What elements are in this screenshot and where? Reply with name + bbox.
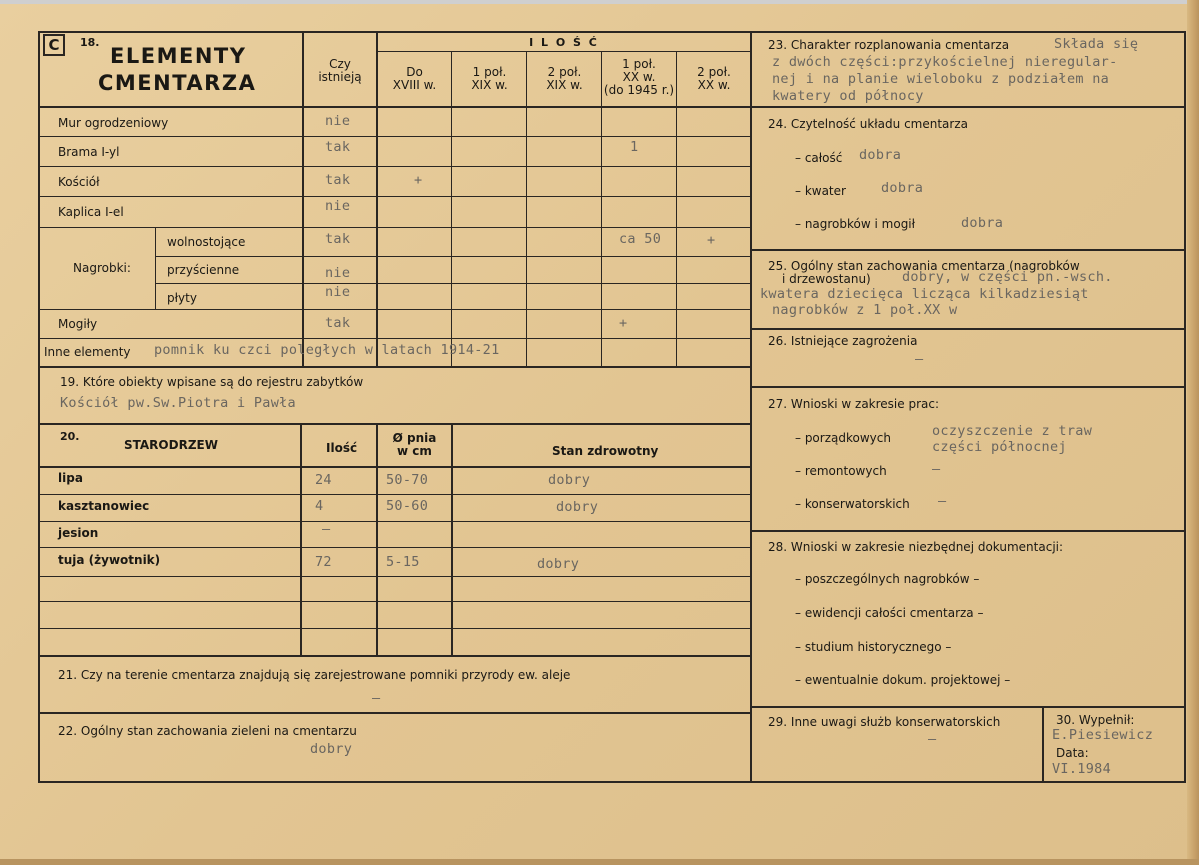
row-exists-kaplica: nie: [325, 198, 351, 214]
rule: [38, 227, 750, 228]
period-line: 1 poł.: [472, 65, 507, 79]
title-line-1: ELEMENTY: [110, 44, 247, 68]
tree-name: tuja (żywotnik): [58, 553, 161, 567]
rule: [601, 51, 602, 366]
s21-label: 21. Czy na terenie cmentarza znajdują się zarejestrowane pomniki przyrody ew. aleje: [58, 668, 571, 682]
rule: [750, 106, 1186, 108]
row-brama-period-4: 1: [630, 139, 639, 155]
s21-value: –: [372, 690, 381, 706]
period-line: XIX w.: [546, 78, 583, 92]
s24-item-value: dobra: [961, 215, 1004, 231]
rule: [676, 51, 677, 366]
s19-value: Kościół pw.Sw.Piotra i Pawła: [60, 395, 296, 411]
s29-label: 29. Inne uwagi służb konserwatorskich: [768, 715, 1001, 729]
rule: [376, 423, 378, 657]
rule: [155, 227, 156, 309]
rule: [38, 628, 750, 629]
rule: [38, 712, 750, 714]
period-line: (do 1945 r.): [603, 83, 675, 97]
nagrobki-period-5: +: [707, 232, 716, 248]
tree-count: 4: [315, 498, 324, 514]
period-header: [378, 66, 451, 92]
s20-col-count: Ilość: [326, 441, 358, 455]
s27-item-value: oczyszczenie z traw: [932, 423, 1093, 439]
rule: [750, 249, 1186, 251]
s19-label: 19. Które obiekty wpisane są do rejestru zabytków: [60, 375, 364, 389]
s22-value: dobry: [310, 741, 353, 757]
rule: [38, 338, 750, 339]
rule: [38, 196, 750, 197]
s27-item-value: części północnej: [932, 439, 1067, 455]
nagrobki-label: Nagrobki:: [73, 261, 131, 275]
s25-label-line2: i drzewostanu): [782, 272, 871, 286]
s24-item-label: – całość: [795, 151, 843, 165]
form-letter-box: C: [43, 34, 65, 56]
s20-title: STARODRZEW: [124, 438, 218, 452]
row-label-inne: Inne elementy: [44, 345, 131, 359]
rule: [38, 166, 750, 167]
s20-col-health: Stan zdrowotny: [552, 444, 659, 458]
period-line: 1 poł.: [622, 57, 656, 71]
rule: [38, 423, 750, 425]
s25-line: kwatera dziecięca licząca kilkadziesiąt: [760, 286, 1089, 302]
s24-item-label: – kwater: [795, 184, 846, 198]
period-line: 2 poł.: [547, 65, 582, 79]
rule: [750, 386, 1186, 388]
s28-item: – ewidencji całości cmentarza –: [795, 606, 984, 620]
s28-item: – poszczególnych nagrobków –: [795, 572, 980, 586]
rule: [1184, 31, 1186, 783]
tree-name: jesion: [58, 526, 99, 540]
tree-count: 72: [315, 554, 332, 570]
tree-health: dobry: [556, 499, 599, 515]
nagrobki-exists: tak: [325, 231, 351, 247]
col-exists-line2: istnieją: [318, 70, 362, 84]
rule: [526, 51, 527, 366]
s20-col-diam-line2: w cm: [397, 444, 432, 458]
rule: [38, 521, 750, 522]
rule: [750, 530, 1186, 532]
rule: [750, 31, 752, 783]
rule: [38, 466, 750, 468]
rule: [300, 423, 302, 657]
nagrobki-period-4: ca 50: [619, 231, 662, 247]
ilosc-header: I L O Ś Ć: [529, 36, 599, 49]
s24-item-value: dobra: [881, 180, 924, 196]
s25-label-line1: 25. Ogólny stan zachowania cmentarza (nagrobków: [768, 259, 1080, 273]
s22-label: 22. Ogólny stan zachowania zieleni na cmentarzu: [58, 724, 357, 738]
row-exists-mur: nie: [325, 113, 351, 129]
tree-diam: 5-15: [386, 554, 420, 570]
period-line: XIX w.: [471, 78, 508, 92]
s27-item-label: – remontowych: [795, 464, 887, 478]
rule: [38, 31, 40, 783]
s27-item-value: –: [938, 493, 947, 509]
tree-health: dobry: [548, 472, 591, 488]
rule: [750, 328, 1186, 330]
title-line-2: CMENTARZA: [98, 71, 257, 95]
s30-label: 30. Wypełnił:: [1056, 713, 1135, 727]
period-line: XVIII w.: [392, 78, 437, 92]
row-exists-kosciol: tak: [325, 172, 351, 188]
s27-label: 27. Wnioski w zakresie prac:: [768, 397, 940, 411]
tree-count: 24: [315, 472, 332, 488]
s28-item: – studium historycznego –: [795, 640, 952, 654]
period-line: XX w.: [622, 70, 656, 84]
s24-label: 24. Czytelność układu cmentarza: [768, 117, 968, 131]
nagrobki-exists: nie: [325, 265, 351, 281]
period-header: [528, 66, 601, 92]
s24-item-label: – nagrobków i mogił: [795, 217, 916, 231]
s30-date-label: Data:: [1056, 746, 1089, 760]
s23-line: nej i na planie wieloboku z podziałem na: [772, 71, 1110, 87]
row-exists-mogily: tak: [325, 315, 351, 331]
rule: [38, 655, 750, 657]
row-inne-value: pomnik ku czci poległych w latach 1914-21: [154, 342, 500, 358]
tree-name: kasztanowiec: [58, 499, 150, 513]
s23-line: z dwóch części:przykościelnej nieregular-: [772, 54, 1118, 70]
tree-diam: 50-60: [386, 498, 429, 514]
s23-line: Składa się: [1054, 36, 1139, 52]
s26-label: 26. Istniejące zagrożenia: [768, 334, 918, 348]
s29-value: –: [928, 731, 937, 747]
rule: [38, 601, 750, 602]
period-line: 2 poł.: [697, 65, 731, 79]
s27-item-label: – konserwatorskich: [795, 497, 910, 511]
period-header: [601, 58, 677, 97]
rule: [38, 781, 1186, 783]
rule: [38, 366, 750, 368]
rule: [38, 31, 1186, 33]
rule: [451, 51, 452, 366]
rule: [38, 494, 750, 495]
period-line: XX w.: [697, 78, 731, 92]
rule: [38, 136, 750, 137]
tree-count: –: [322, 521, 331, 537]
period-line: Do: [406, 65, 423, 79]
card-right-edge: [1187, 0, 1199, 865]
row-exists-brama: tak: [325, 139, 351, 155]
s23-label: 23. Charakter rozplanowania cmentarza: [768, 38, 1010, 52]
s26-value: —: [915, 351, 924, 367]
rule: [155, 256, 750, 257]
section-number: 18.: [80, 36, 100, 49]
rule: [155, 283, 750, 284]
period-header: [453, 66, 526, 92]
rule: [38, 576, 750, 577]
rule: [1042, 706, 1044, 783]
card-top-edge: [0, 0, 1199, 4]
row-label-mur: Mur ogrodzeniowy: [58, 116, 169, 130]
rule: [38, 106, 750, 108]
s25-line: nagrobków z 1 poł.XX w: [772, 302, 958, 318]
tree-name: lipa: [58, 471, 83, 485]
s20-number: 20.: [60, 430, 80, 443]
s28-label: 28. Wnioski w zakresie niezbędnej dokumentacji:: [768, 540, 1064, 554]
rule: [38, 309, 750, 310]
s20-col-diam: [378, 432, 451, 458]
nagrobki-sub-label: przyścienne: [167, 263, 240, 277]
rule: [750, 706, 1186, 708]
s25-line: dobry, w części pn.-wsch.: [902, 269, 1113, 285]
row-label-kaplica: Kaplica I-el: [58, 205, 124, 219]
col-exists-line1: Czy: [329, 57, 351, 71]
nagrobki-sub-label: wolnostojące: [167, 235, 246, 249]
rule: [451, 423, 453, 657]
rule: [38, 547, 750, 548]
card-bottom-edge: [0, 859, 1199, 865]
s24-item-value: dobra: [859, 147, 902, 163]
nagrobki-sub-label: płyty: [167, 291, 197, 305]
rule: [376, 51, 750, 52]
period-header: [678, 66, 750, 92]
tree-health: dobry: [537, 556, 580, 572]
col-exists-header: [304, 58, 376, 84]
row-label-brama: Brama I-yl: [58, 145, 120, 159]
row-mogily-period-4: +: [619, 315, 628, 331]
s27-item-value: –: [932, 461, 941, 477]
tree-diam: 50-70: [386, 472, 429, 488]
s20-col-diam-line1: Ø pnia: [392, 431, 437, 445]
s28-item: – ewentualnie dokum. projektowej –: [795, 673, 1011, 687]
s27-item-label: – porządkowych: [795, 431, 891, 445]
s23-line: kwatery od północy: [772, 88, 924, 104]
row-label-mogily: Mogiły: [58, 317, 98, 331]
nagrobki-exists: nie: [325, 284, 351, 300]
s30-date: VI.1984: [1052, 761, 1111, 777]
s30-name: E.Piesiewicz: [1052, 727, 1154, 743]
row-kosciol-period-1: +: [414, 172, 423, 188]
row-label-kosciol: Kościół: [58, 175, 100, 189]
